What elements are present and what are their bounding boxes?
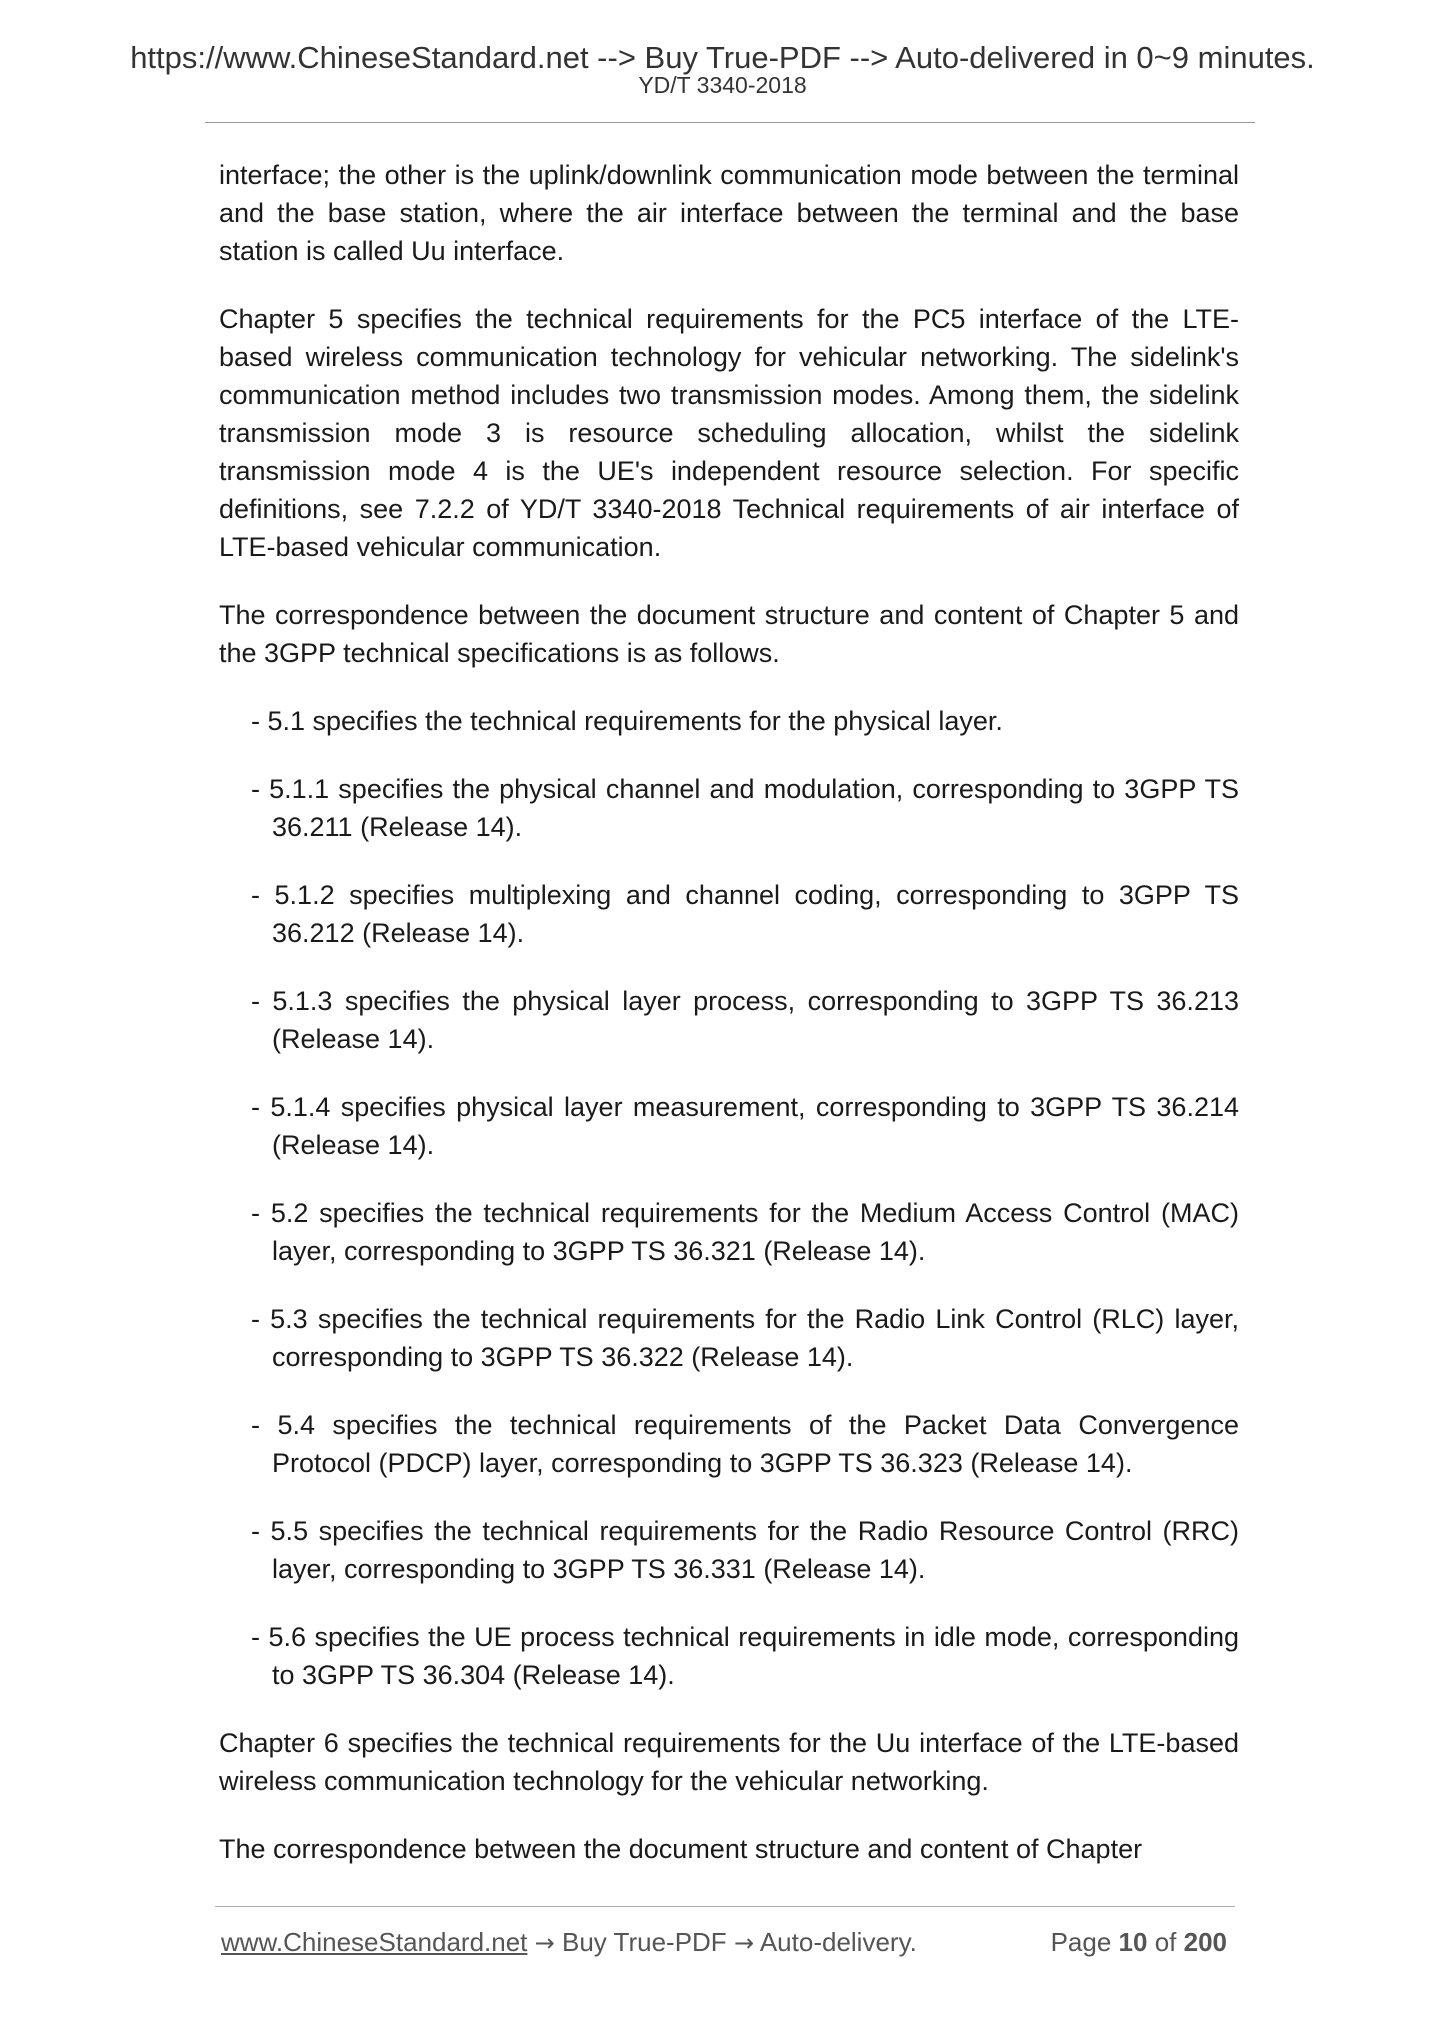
paragraph-chapter-5: Chapter 5 specifies the technical requirements for the PC5 interface of the LTE-based wireless communication technology for vehicular networking. The sidelink's communication method includes two transmission modes. Among them, the sidelink transmission mode 3 is resource scheduling allocation, whilst the sidelink transmission mode 4 is the UE's independent resource selection. For specific definitions, see 7.2.2 of YD/T 3340-2018 Technical requirements of air interface of LTE-based vehicular communication. (219, 304, 1239, 562)
total-pages: 200 (1183, 1927, 1227, 1957)
list-item-5-1: - 5.1 specifies the technical requirements for the physical layer. (251, 706, 1003, 736)
paragraph-correspondence-chapter-6: The correspondence between the document structure and content of Chapter (219, 1834, 1143, 1864)
header-divider (205, 122, 1255, 123)
footer-buy-text: Buy True-PDF (561, 1927, 727, 1957)
page-number: 10 (1118, 1927, 1148, 1957)
paragraph-interface-continuation: interface; the other is the uplink/downlink communication mode between the terminal and the base station, where the air interface between the terminal and the base station is called Uu interface. (219, 160, 1239, 266)
footer-site-link[interactable]: www.ChineseStandard.net (221, 1927, 528, 1957)
page-body (219, 156, 1239, 1898)
list-item-5-1-3: - 5.1.3 specifies the physical layer process, corresponding to 3GPP TS 36.213 (Release 14). (251, 986, 1239, 1054)
page-indicator (1051, 1926, 1227, 1958)
paragraph-correspondence-chapter-5: The correspondence between the document structure and content of Chapter 5 and the 3GPP technical specifications is as follows. (219, 600, 1239, 668)
list-item-5-1-1: - 5.1.1 specifies the physical channel and modulation, corresponding to 3GPP TS 36.211 (Release 14). (251, 774, 1239, 842)
of-label: of (1154, 1927, 1177, 1957)
list-item-5-3: - 5.3 specifies the technical requirements for the Radio Link Control (RLC) layer, corresponding to 3GPP TS 36.322 (Release 14). (251, 1304, 1239, 1372)
list-item-5-1-4: - 5.1.4 specifies physical layer measurement, corresponding to 3GPP TS 36.214 (Release 14). (251, 1092, 1239, 1160)
paragraph-chapter-6: Chapter 6 specifies the technical requirements for the Uu interface of the LTE-based wireless communication technology for the vehicular networking. (219, 1728, 1239, 1796)
document-id: YD/T 3340-2018 (638, 72, 807, 98)
list-item-5-1-2: - 5.1.2 specifies multiplexing and channel coding, corresponding to 3GPP TS 36.212 (Release 14). (251, 880, 1239, 948)
list-item-5-4: - 5.4 specifies the technical requirements of the Packet Data Convergence Protocol (PDCP) layer, corresponding to 3GPP TS 36.323 (Release 14). (251, 1410, 1239, 1478)
list-item-5-5: - 5.5 specifies the technical requirements for the Radio Resource Control (RRC) layer, corresponding to 3GPP TS 36.331 (Release 14). (251, 1516, 1239, 1584)
list-item-5-6: - 5.6 specifies the UE process technical requirements in idle mode, corresponding to 3GPP TS 36.304 (Release 14). (251, 1622, 1239, 1690)
footer-delivery-text: Auto-delivery. (759, 1927, 917, 1957)
page-footer (221, 1926, 1235, 1959)
arrow-right-icon: → (733, 1929, 755, 1957)
arrow-right-icon: → (534, 1929, 555, 1957)
list-item-5-2: - 5.2 specifies the technical requirements for the Medium Access Control (MAC) layer, corresponding to 3GPP TS 36.321 (Release 14). (251, 1198, 1239, 1266)
top-banner[interactable]: https://www.ChineseStandard.net --> Buy True-PDF --> Auto-delivered in 0~9 minutes. (130, 40, 1315, 75)
page-label: Page (1050, 1927, 1112, 1957)
chapter-5-structure-list (219, 702, 1239, 1694)
footer-divider (215, 1906, 1235, 1907)
